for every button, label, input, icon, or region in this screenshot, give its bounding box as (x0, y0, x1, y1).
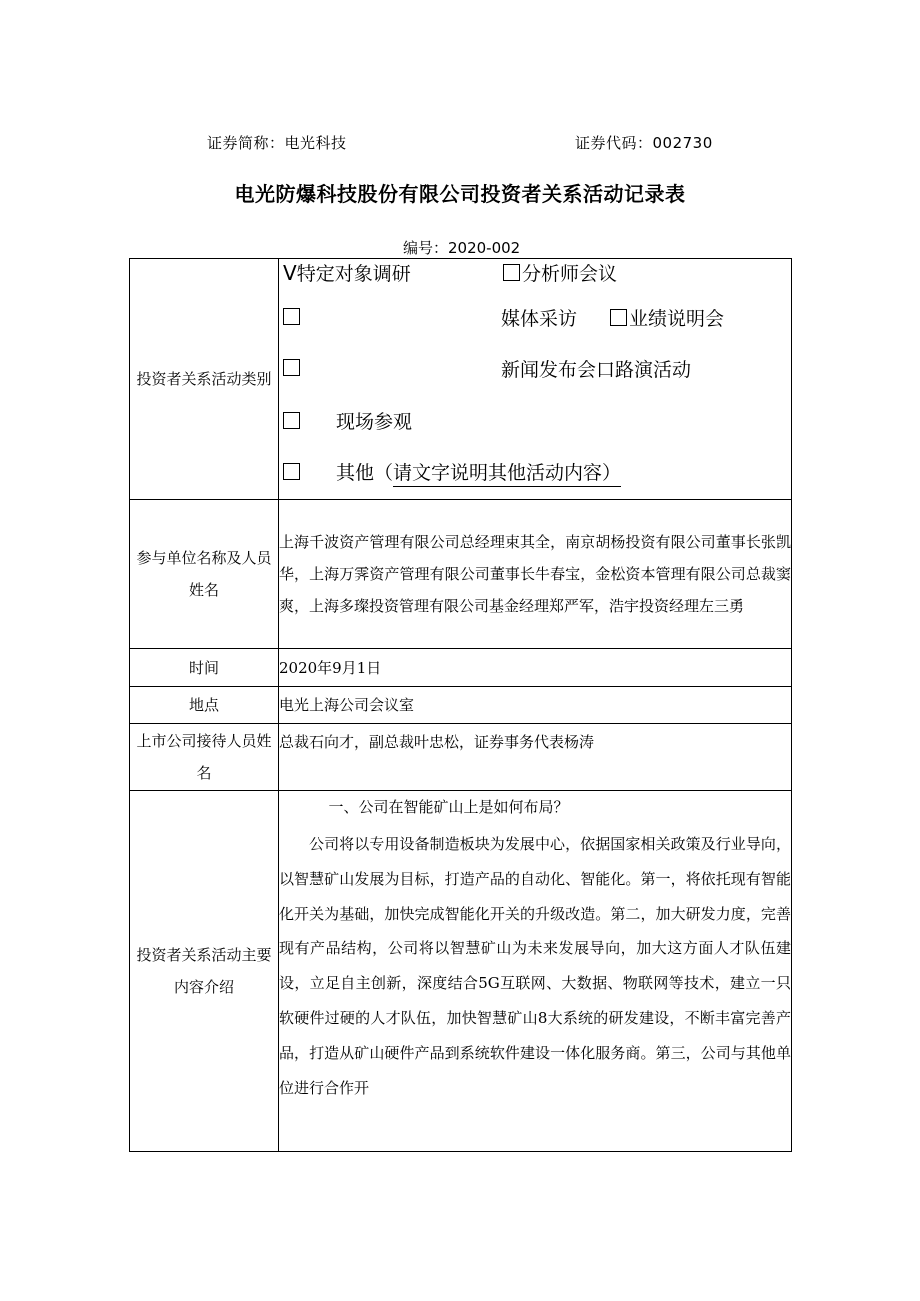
content-label: 投资者关系活动主要内容介绍 (130, 791, 279, 1152)
option-media-interview-label: 媒体采访 (501, 308, 578, 330)
time-label: 时间 (130, 649, 279, 687)
option-specific-research-label: 特定对象调研 (296, 263, 411, 285)
table-row-location (130, 687, 792, 724)
location-label: 地点 (130, 687, 279, 724)
option-media-box (283, 307, 302, 329)
reception-value: 总裁石向才，副总裁叶忠松，证券事务代表杨涛 (279, 724, 792, 791)
time-value: 2020年9月1日 (279, 649, 792, 687)
record-table (129, 258, 792, 1152)
checkbox-icon (503, 264, 520, 281)
option-other-description: 请文字说明其他活动内容） (393, 462, 621, 487)
option-press-box (283, 358, 302, 380)
checkbox-icon (283, 463, 300, 480)
option-other (283, 458, 621, 485)
table-row-participants (130, 500, 792, 649)
option-analyst-meeting (503, 259, 617, 286)
option-media-interview (501, 304, 577, 331)
security-code: 证券代码：002730 (575, 134, 713, 152)
participants-label: 参与单位名称及人员姓名 (130, 500, 279, 649)
option-earnings-briefing-label: 业绩说明会 (629, 308, 725, 330)
checkbox-icon (283, 412, 300, 429)
option-site-visit-label: 现场参观 (336, 411, 413, 433)
category-label: 投资者关系活动类别 (130, 259, 279, 500)
table-row-category (130, 259, 792, 500)
option-press-conference-label: 新闻发布会 (501, 359, 597, 381)
content-question: 一、公司在智能矿山上是如何布局？ (328, 798, 569, 816)
option-press-conference (501, 355, 691, 382)
table-row-time (130, 649, 792, 687)
option-earnings-briefing (610, 304, 724, 331)
option-site-visit (283, 407, 412, 434)
content-answer: 公司将以专用设备制造板块为发展中心，依据国家相关政策及行业导向，以智慧矿山发展为目标，打造产品的自动化、智能化。第一，将依托现有智能化开关为基础，加快完成智能化开关的升级改造。第二，加大研发力度，完善现有产品结构，公司将以智慧矿山为未来发展导向，加大这方面人才队伍建设，立足自主创新，深度结合5G互联网、大数据、物联网等技术，建立一只软硬件过硬的人才队伍，加快智慧矿山8大系统的研发建设，不断丰富完善产品，打造从矿山硬件产品到系统软件建设一体化服务商。第三，公司与其他单位进行合作开 (279, 835, 791, 1097)
checkbox-icon (283, 359, 300, 376)
document-title: 电光防爆科技股份有限公司投资者关系活动记录表 (234, 182, 686, 206)
option-specific-research (283, 259, 411, 286)
option-analyst-meeting-label: 分析师会议 (522, 263, 618, 285)
reception-label: 上市公司接待人员姓名 (130, 724, 279, 791)
checkbox-icon (610, 309, 627, 326)
checkbox-icon (283, 308, 300, 325)
option-roadshow-label: 路演活动 (615, 359, 692, 381)
table-row-reception (130, 724, 792, 791)
table-row-content (130, 791, 792, 1152)
serial-number: 编号：2020-002 (403, 239, 521, 257)
category-options (279, 259, 792, 500)
option-other-prefix: 其他（ (336, 462, 394, 484)
checked-mark: V (283, 261, 297, 285)
roadshow-box-glyph: 口 (596, 359, 616, 381)
participants-value: 上海千波资产管理有限公司总经理束其全，南京胡杨投资有限公司董事长张凯华，上海万霁资产管理有限公司董事长牛春宝，金松资本管理有限公司总裁窦爽，上海多璨投资管理有限公司基金经理郑严军，浩宇投资经理左三勇 (279, 500, 792, 649)
content-value (279, 791, 792, 1152)
location-value: 电光上海公司会议室 (279, 687, 792, 724)
security-short-name: 证券简称：电光科技 (207, 134, 347, 152)
